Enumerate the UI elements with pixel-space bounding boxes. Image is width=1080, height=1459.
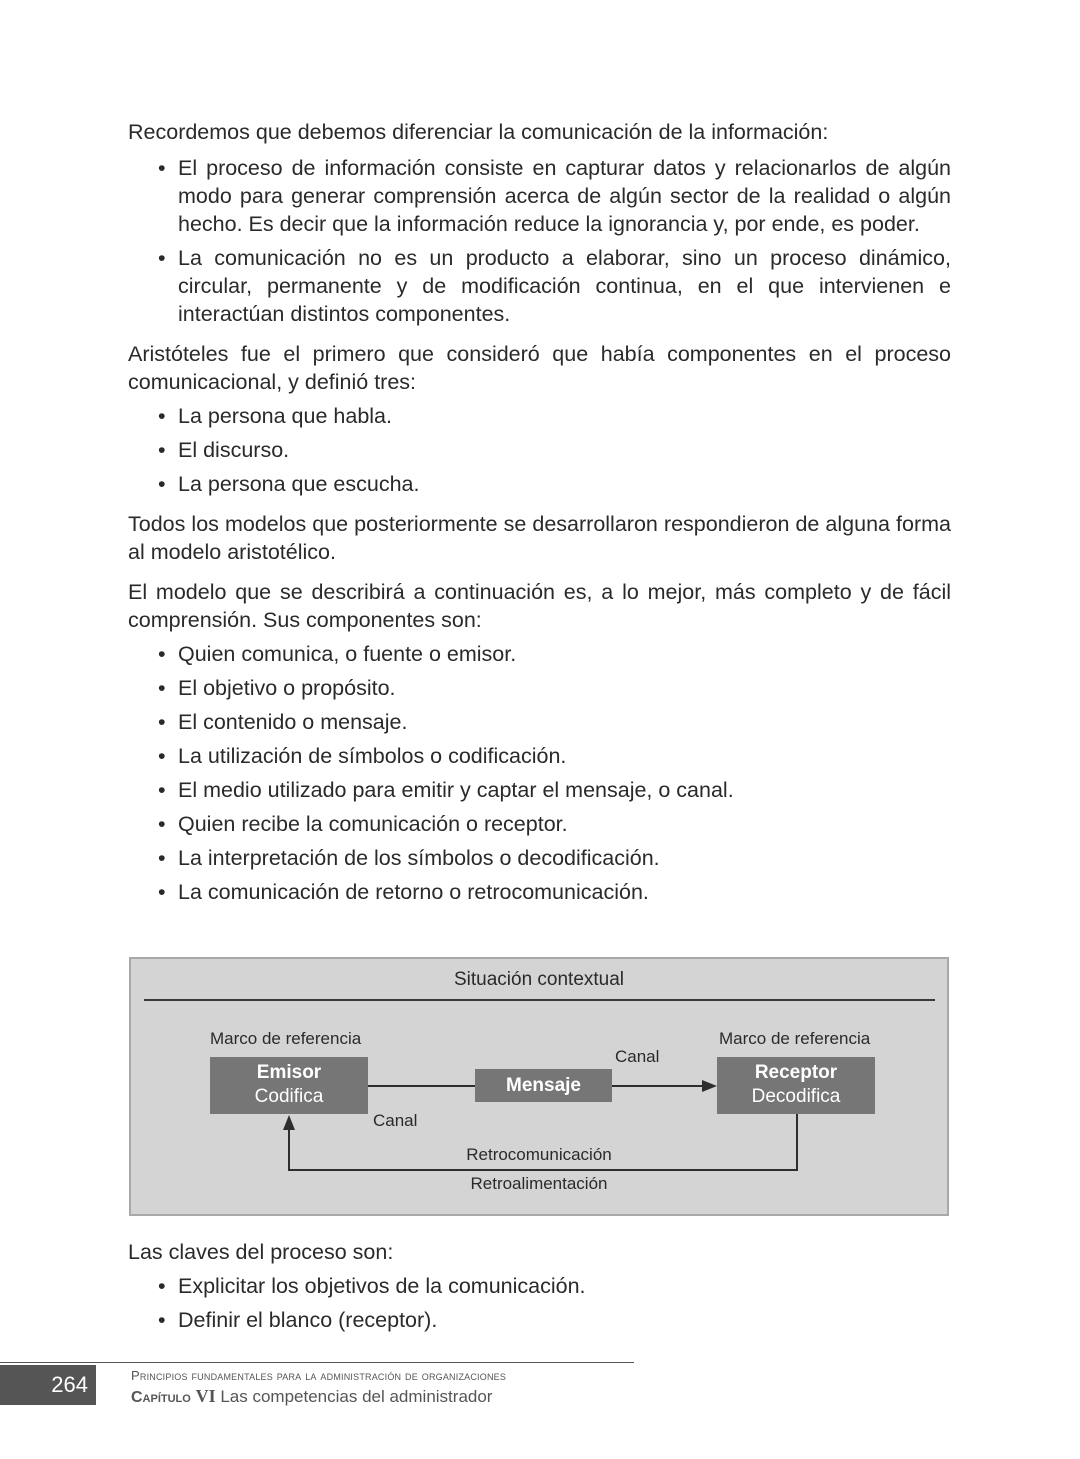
mensaje-box [475, 1069, 612, 1102]
page-number: 264 [0, 1365, 96, 1405]
emisor-mensaje-line [368, 1085, 475, 1087]
list-item: • La utilización de símbolos o codificación. [128, 742, 951, 770]
canal-bottom-label: Canal [373, 1111, 418, 1130]
receptor-sub: Decodifica [751, 1086, 841, 1107]
todos-paragraph: Todos los modelos que posteriormente se desarrollaron respondieron de alguna forma al modelo aristotélico. [128, 512, 951, 564]
list-item: • La comunicación de retorno o retrocomunicación. [128, 878, 951, 906]
chapter-label: Capítulo [131, 1389, 191, 1406]
intro-paragraph: Recordemos que debemos diferenciar la comunicación de la información: [128, 120, 829, 144]
intro-list [128, 154, 951, 328]
list-item: • El discurso. [128, 436, 951, 464]
communication-diagram [129, 957, 949, 1216]
list-item: • La interpretación de los símbolos o decodificación. [128, 844, 951, 872]
mensaje-receptor-line [612, 1085, 704, 1087]
receptor-title: Receptor [754, 1062, 838, 1083]
title-divider [144, 999, 935, 1001]
modelo-list [128, 640, 951, 906]
aristoteles-paragraph: Aristóteles fue el primero que consideró que había componentes en el proceso comunicacional, y definió tres: [128, 342, 951, 394]
arrow-up-icon [282, 1115, 296, 1131]
retroalimentacion-label: Retroalimentación [470, 1174, 608, 1193]
modelo-paragraph: El modelo que se describirá a continuación es, a lo mejor, más completo y de fácil comprensión. Sus componentes son: [128, 580, 951, 632]
chapter-line [131, 1386, 492, 1407]
list-item: • Definir el blanco (receptor). [128, 1306, 951, 1334]
aristoteles-list [128, 402, 951, 498]
list-item: • El proceso de información consiste en capturar datos y relacionarlos de algún modo para generar comprensión acerca de algún sector de la realidad o algún hecho. Es decir que la información reduce la ignorancia y, por ende, es poder. [128, 154, 951, 238]
list-item: • El objetivo o propósito. [128, 674, 951, 702]
receptor-box [717, 1057, 875, 1114]
list-item: • El medio utilizado para emitir y captar el mensaje, o canal. [128, 776, 951, 804]
retrocomunicacion-label: Retrocomunicación [466, 1145, 612, 1164]
list-item: • La comunicación no es un producto a elaborar, sino un proceso dinámico, circular, permanente y de modificación continua, en el que intervienen e interactúan distintos componentes. [128, 244, 951, 328]
marco-right-label: Marco de referencia [719, 1029, 871, 1048]
canal-top-label: Canal [615, 1047, 660, 1066]
chapter-number: VI [195, 1386, 216, 1406]
chapter-title: Las competencias del administrador [220, 1387, 493, 1406]
claves-list [128, 1272, 951, 1334]
list-item: • El contenido o mensaje. [128, 708, 951, 736]
arrow-right-icon [702, 1079, 718, 1093]
list-item: • La persona que escucha. [128, 470, 951, 498]
diagram-title: Situación contextual [453, 969, 625, 990]
claves-section [128, 1238, 951, 1346]
list-item: • Explicitar los objetivos de la comunicación. [128, 1272, 951, 1300]
list-item: • Quien comunica, o fuente o emisor. [128, 640, 951, 668]
page-body [128, 118, 951, 918]
mensaje-label: Mensaje [506, 1075, 581, 1096]
footer-divider [0, 1362, 634, 1363]
list-item: • La persona que habla. [128, 402, 951, 430]
claves-paragraph: Las claves del proceso son: [128, 1240, 394, 1264]
list-item: • Quien recibe la comunicación o receptor. [128, 810, 951, 838]
emisor-title: Emisor [256, 1062, 322, 1083]
marco-left-label: Marco de referencia [210, 1029, 362, 1048]
emisor-sub: Codifica [254, 1086, 324, 1107]
book-title: Principios fundamentales para la administración de organizaciones [131, 1368, 507, 1383]
feedback-line-horizontal [288, 1169, 798, 1171]
emisor-box [210, 1057, 368, 1114]
